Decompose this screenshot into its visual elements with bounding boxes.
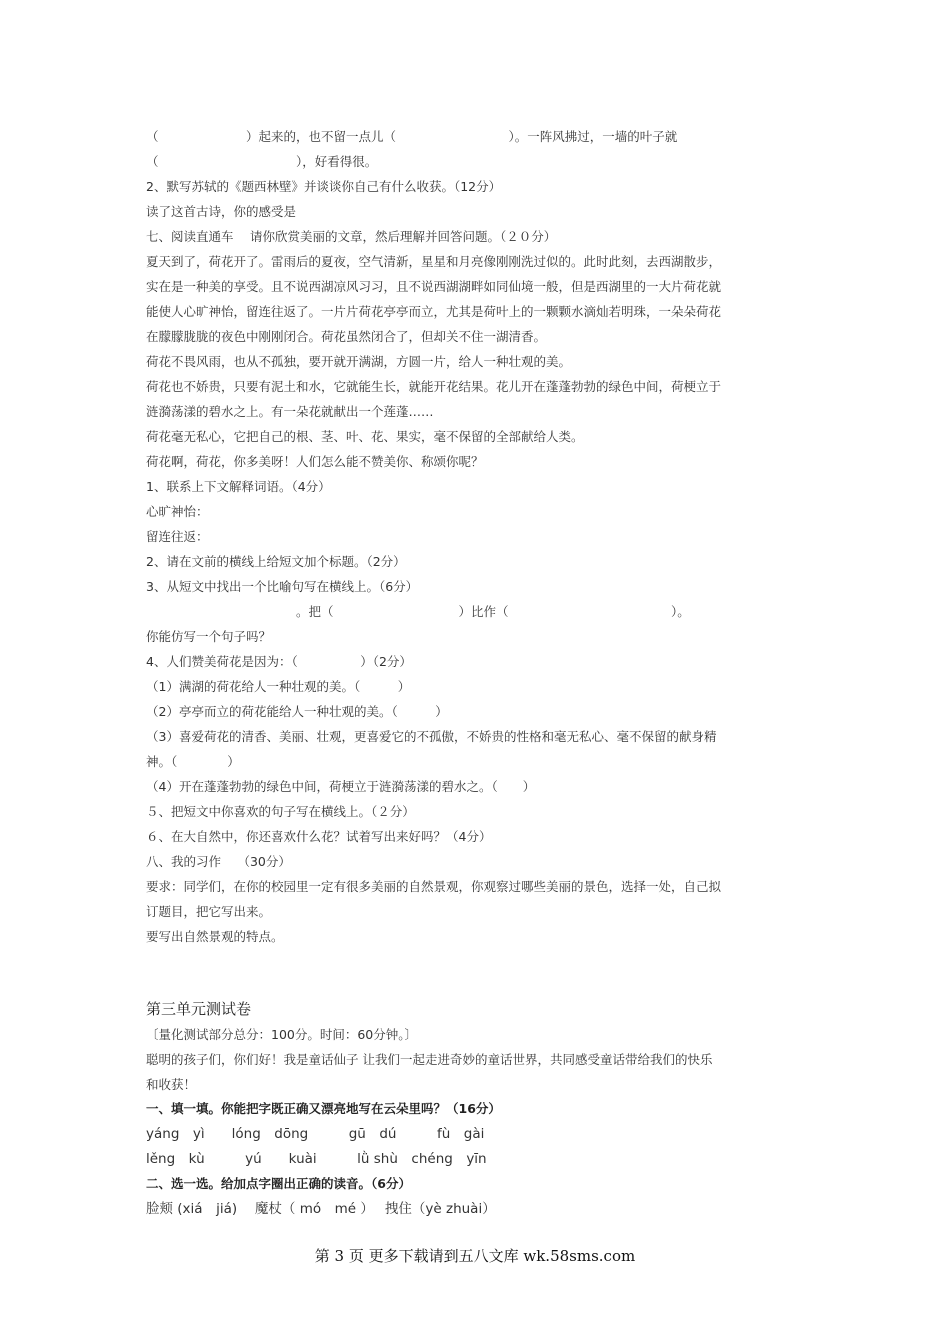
option-line: 神。（ ） xyxy=(146,754,240,769)
text-line: 你能仿写一个句子吗？ xyxy=(146,629,272,644)
question-line: 2、请在文前的横线上给短文加个标题。（2分） xyxy=(146,554,406,569)
text-line: 留连往返： xyxy=(146,529,209,544)
text-line: 读了这首古诗，你的感受是 xyxy=(146,204,297,219)
text-line: 订题目，把它写出来。 xyxy=(146,904,272,919)
text-line: 〔量化测试部分总分：100分。时间：60分钟。〕 xyxy=(146,1027,418,1042)
text-line: 心旷神怡： xyxy=(146,504,209,519)
option-line: （3）喜爱荷花的清香、美丽、壮观，更喜爱它的不孤傲，不娇贵的性格和毫无私心、毫不保留的献身精 xyxy=(146,729,717,744)
pinyin-line: lěng kù yú kuài lǜ shù chéng yīn xyxy=(146,1151,487,1167)
text-line: 。把（ ）比作（ ）。 xyxy=(146,604,690,619)
text-line: 要写出自然景观的特点。 xyxy=(146,929,284,944)
text-line: （ ）起来的，也不留一点儿（ ）。一阵风拂过，一墙的叶子就 xyxy=(146,129,678,144)
section-heading: 七、阅读直通车 请你欣赏美丽的文章，然后理解并回答问题。（２０分） xyxy=(146,229,557,244)
text-line: 实在是一种美的享受。且不说西湖凉风习习，且不说西湖湖畔如同仙境一般，但是西湖里的一大片荷花就 xyxy=(146,279,722,294)
text-line: 要求：同学们，在你的校园里一定有很多美丽的自然景观，你观察过哪些美丽的景色，选择一处，自己拟 xyxy=(146,879,722,894)
option-line: （1）满湖的荷花给人一种壮观的美。（ ） xyxy=(146,679,411,694)
option-line: （2）亭亭而立的荷花能给人一种壮观的美。（ ） xyxy=(146,704,448,719)
text-line: 夏天到了，荷花开了。雷雨后的夏夜，空气清新，星星和月亮像刚刚洗过似的。此时此刻，去西湖散步， xyxy=(146,254,722,269)
section-heading: 二、选一选。给加点字圈出正确的读音。（6分） xyxy=(146,1176,411,1191)
unit-title: 第三单元测试卷 xyxy=(146,1000,252,1018)
section-heading: 八、我的习作 （30分） xyxy=(146,854,291,869)
pinyin-line: yáng yì lóng dōng gū dú fù gài xyxy=(146,1126,485,1142)
text-line: 在朦朦胧胧的夜色中刚刚闭合。荷花虽然闭合了，但却关不住一湖清香。 xyxy=(146,329,547,344)
question-line: ５、把短文中你喜欢的句子写在横线上。（２分） xyxy=(146,804,415,819)
question-line: 3、从短文中找出一个比喻句写在横线上。（6分） xyxy=(146,579,419,594)
text-line: 聪明的孩子们，你们好！我是童话仙子 让我们一起走进奇妙的童话世界，共同感受童话带给我们的快乐 xyxy=(146,1052,713,1067)
pinyin-choice-line: 脸颊 (xiá jiá) 魔杖（ mó mé ） 拽住（yè zhuài） xyxy=(146,1201,496,1217)
text-line: 荷花也不娇贵，只要有泥土和水，它就能生长，就能开花结果。花儿开在蓬蓬勃勃的绿色中间，荷梗立于 xyxy=(146,379,722,394)
text-line: 涟漪荡漾的碧水之上。有一朵花就献出一个莲蓬…… xyxy=(146,404,434,419)
text-line: 和收获！ xyxy=(146,1077,197,1092)
text-line: 能使人心旷神怡，留连往返了。一片片荷花亭亭而立，尤其是荷叶上的一颗颗水滴灿若明珠，一朵朵荷花 xyxy=(146,304,722,319)
text-line: （ ），好看得很。 xyxy=(146,154,378,169)
section-heading: 一、填一填。你能把字既正确又漂亮地写在云朵里吗？（16分） xyxy=(146,1101,501,1116)
question-line: 1、联系上下文解释词语。（4分） xyxy=(146,479,331,494)
question-line: 4、人们赞美荷花是因为：（ ）（2分） xyxy=(146,654,412,669)
text-line: 荷花毫无私心，它把自己的根、茎、叶、花、果实，毫不保留的全部献给人类。 xyxy=(146,429,584,444)
text-line: 2、默写苏轼的《题西林壁》并谈谈你自己有什么收获。（12分） xyxy=(146,179,502,194)
option-line: （4）开在蓬蓬勃勃的绿色中间，荷梗立于涟漪荡漾的碧水之。（ ） xyxy=(146,779,536,794)
page-footer: 第 3 页 更多下载请到五八文库 wk.58sms.com xyxy=(314,1247,636,1265)
text-line: 荷花不畏风雨，也从不孤独，要开就开满湖，方圆一片，给人一种壮观的美。 xyxy=(146,354,572,369)
question-line: ６、在大自然中，你还喜欢什么花？试着写出来好吗？（4分） xyxy=(146,829,492,844)
text-line: 荷花啊，荷花，你多美呀！人们怎么能不赞美你、称颂你呢？ xyxy=(146,454,484,469)
